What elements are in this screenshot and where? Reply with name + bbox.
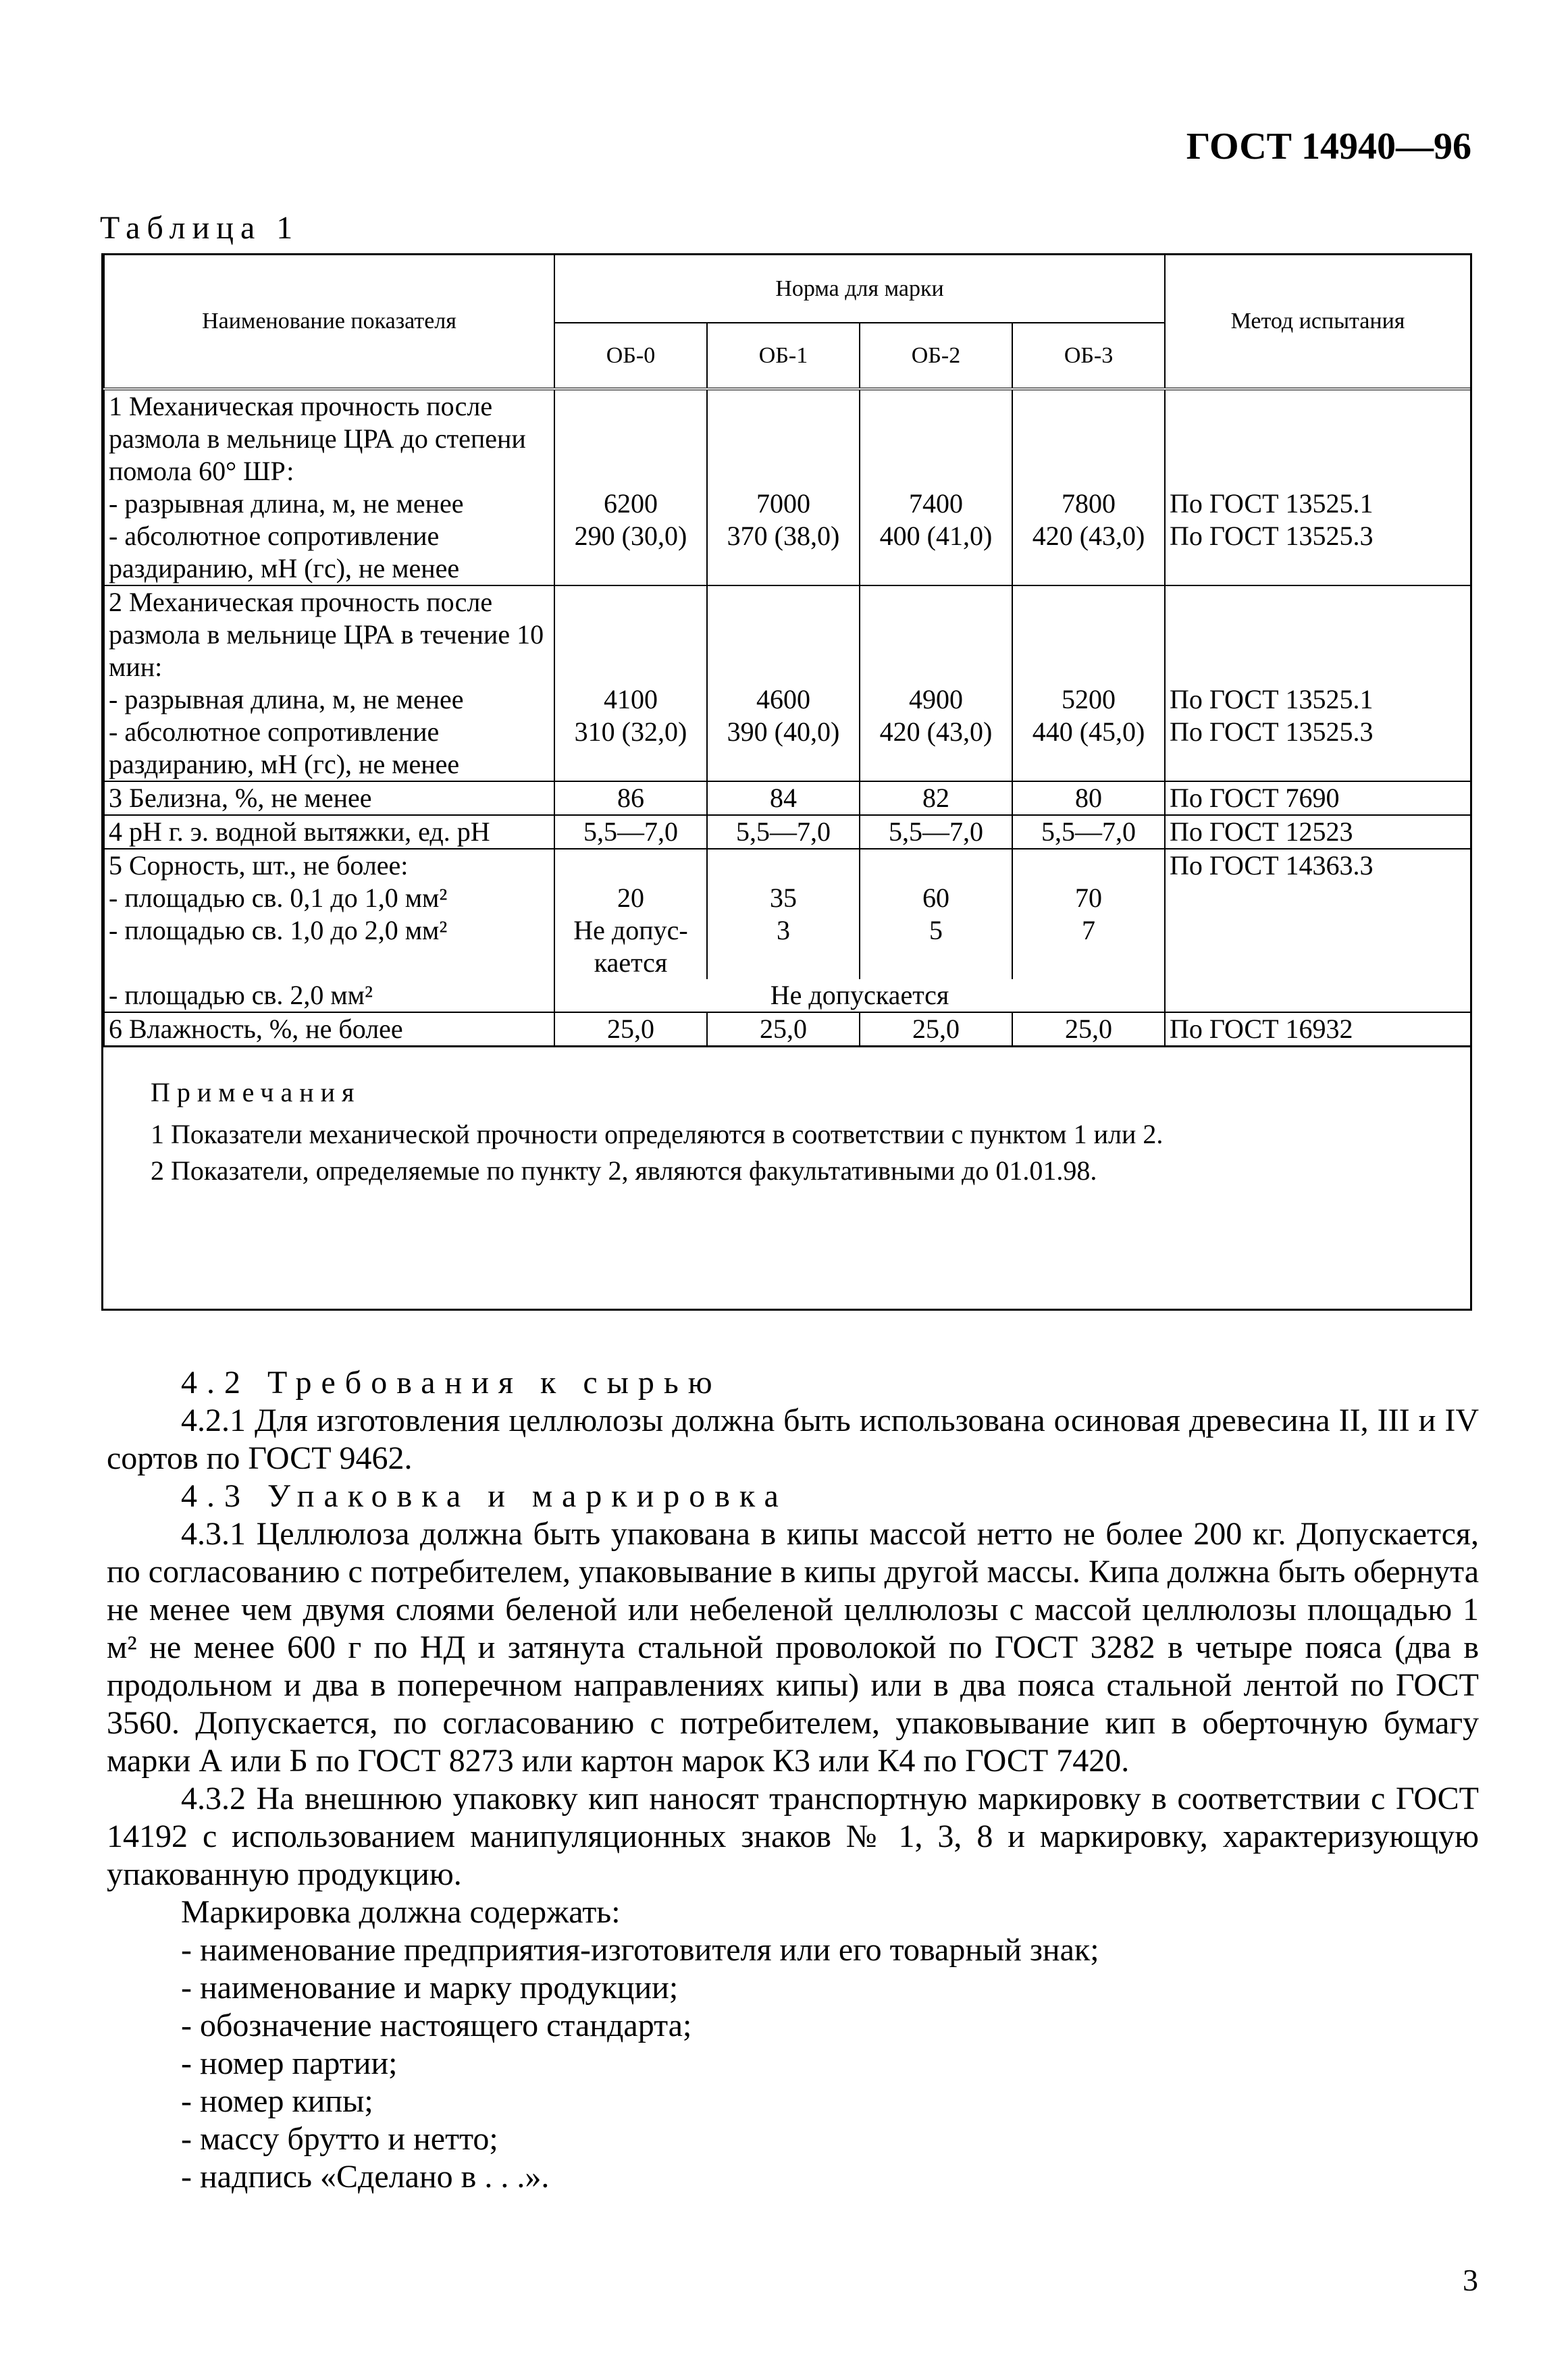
list-item: - наименование предприятия-изготовителя или его товарный знак; [181, 1932, 1099, 1968]
list-item: - наименование и марку продукции; [181, 1970, 679, 2006]
row5-title: 5 Сорность, шт., не более: [104, 849, 554, 882]
row2-a-label: - разрывная длина, м, не менее [104, 683, 554, 716]
cell-value: 82 [860, 781, 1012, 815]
cell-method: По ГОСТ 16932 [1165, 1012, 1471, 1045]
row5-c-label: - площадью св. 2,0 мм² [104, 979, 554, 1012]
cell-method: По ГОСТ 7690 [1165, 781, 1471, 815]
cell-value: 35 [707, 882, 860, 914]
col-header-name: Наименование показателя [104, 255, 554, 389]
table-row [104, 716, 1471, 781]
list-item: - надпись «Сделано в . . .». [181, 2159, 550, 2195]
cell-method: По ГОСТ 13525.1 [1165, 488, 1471, 520]
cell-value: 310 (32,0) [554, 716, 707, 781]
col-header-norm: Норма для марки [554, 255, 1165, 323]
marking-intro: Маркировка должна содержать: [181, 1894, 621, 1930]
table-row [104, 683, 1471, 716]
table-notes [103, 1045, 1470, 1189]
table-row [104, 781, 1471, 815]
note-2: 2 Показатели, определяемые по пункту 2, являются факультативными до 01.01.98. [151, 1155, 1097, 1186]
cell-value: 5 [860, 914, 1012, 979]
row3-label: 3 Белизна, %, не менее [104, 781, 554, 815]
cell-value: 5,5—7,0 [1012, 815, 1165, 849]
cell-method: По ГОСТ 12523 [1165, 815, 1471, 849]
cell-value: 60 [860, 882, 1012, 914]
paragraph-4-2-1: 4.2.1 Для изготовления целлюлозы должна быть использована осиновая древесина II, III и IV сортов по ГОСТ 9462. [107, 1403, 1479, 1476]
row2-title: 2 Механическая прочность после размола в мельнице ЦРА в течение 10 мин: [104, 585, 554, 683]
cell-value: 400 (41,0) [860, 520, 1012, 585]
table-row [104, 849, 1471, 882]
row2-b-label: - абсолютное сопротивление раздиранию, мН (гс), не менее [104, 716, 554, 781]
col-header-method: Метод испытания [1165, 255, 1471, 389]
note-1: 1 Показатели механической прочности определяются в соответствии с пунктом 1 или 2. [151, 1119, 1164, 1149]
cell-value: 25,0 [554, 1012, 707, 1045]
table-row [104, 979, 1471, 1012]
row1-a-label: - разрывная длина, м, не менее [104, 488, 554, 520]
grade-ob3: ОБ-3 [1012, 323, 1165, 389]
cell-value: 25,0 [860, 1012, 1012, 1045]
cell-value: 420 (43,0) [860, 716, 1012, 781]
cell-value: 3 [707, 914, 860, 979]
specification-table [101, 253, 1472, 1311]
table-row [104, 488, 1471, 520]
notes-title: Примечания [151, 1077, 361, 1107]
cell-value: Не допус- кается [554, 914, 707, 979]
cell-method: По ГОСТ 13525.1 [1165, 683, 1471, 716]
table-row [104, 815, 1471, 849]
table-row [104, 914, 1471, 979]
cell-value: 86 [554, 781, 707, 815]
cell-value: 4600 [707, 683, 860, 716]
list-item: - номер кипы; [181, 2083, 373, 2119]
cell-value: 5,5—7,0 [860, 815, 1012, 849]
cell-value: 290 (30,0) [554, 520, 707, 585]
paragraph-4-3-2: 4.3.2 На внешнюю упаковку кип наносят транспортную маркировку в соответствии с ГОСТ 14192 с использованием манипуляционных знаков № 1, 3, 8 и маркировку, характеризующую упакованную продукцию. [107, 1781, 1479, 1892]
row1-b-label: - абсолютное сопротивление раздиранию, мН (гс), не менее [104, 520, 554, 585]
cell-value: 6200 [554, 488, 707, 520]
cell-value: 25,0 [1012, 1012, 1165, 1045]
table-row [104, 1012, 1471, 1045]
cell-value: 420 (43,0) [1012, 520, 1165, 585]
section-4-2-title: 4.2 Требования к сырью [181, 1365, 722, 1401]
document-id: ГОСТ 14940—96 [1186, 126, 1471, 167]
cell-value: 84 [707, 781, 860, 815]
list-item: - обозначение настоящего стандарта; [181, 2008, 692, 2043]
cell-value-merged: Не допускается [554, 979, 1165, 1012]
cell-value: 440 (45,0) [1012, 716, 1165, 781]
row5-b-label: - площадью св. 1,0 до 2,0 мм² [104, 914, 554, 979]
row4-label: 4 pH г. э. водной вытяжки, ед. pH [104, 815, 554, 849]
list-item: - номер партии; [181, 2045, 398, 2081]
body-text [107, 1364, 1479, 2196]
paragraph-4-3-1: 4.3.1 Целлюлоза должна быть упакована в кипы массой нетто не более 200 кг. Допускается, по согласованию с потребителем, упаковывание в кипы другой массы. Кипа должна быть обернута не менее чем двумя слоями беленой или небеленой целлюлозы с массой целлюлозы площадью 1 м² не менее 600 г по НД и затянута стальной проволокой по ГОСТ 3282 в четыре пояса (два в продольном и два в поперечном направлениях кипы) или в два пояса стальной лентой по ГОСТ 3560. Допускается, по согласованию с потребителем, упаковывание кип в оберточную бумагу марки А или Б по ГОСТ 8273 или картон марок К3 или К4 по ГОСТ 7420. [107, 1516, 1479, 1779]
list-item: - массу брутто и нетто; [181, 2121, 498, 2157]
marking-list [107, 1931, 1479, 2196]
cell-value: 390 (40,0) [707, 716, 860, 781]
table-row [104, 882, 1471, 914]
cell-value: 7800 [1012, 488, 1165, 520]
row1-title: 1 Механическая прочность после размола в мельнице ЦРА до степени помола 60° ШР: [104, 389, 554, 488]
table-row [104, 389, 1471, 488]
table-row [104, 585, 1471, 683]
cell-method: По ГОСТ 14363.3 [1165, 849, 1471, 882]
section-4-3-title: 4.3 Упаковка и маркировка [181, 1478, 788, 1514]
cell-value: 25,0 [707, 1012, 860, 1045]
cell-value: 5,5—7,0 [554, 815, 707, 849]
cell-value: 70 [1012, 882, 1165, 914]
cell-method: По ГОСТ 13525.3 [1165, 520, 1471, 585]
grade-ob0: ОБ-0 [554, 323, 707, 389]
cell-value: 7 [1012, 914, 1165, 979]
cell-value: 4900 [860, 683, 1012, 716]
grade-ob1: ОБ-1 [707, 323, 860, 389]
cell-value: 20 [554, 882, 707, 914]
row5-a-label: - площадью св. 0,1 до 1,0 мм² [104, 882, 554, 914]
cell-value: 370 (38,0) [707, 520, 860, 585]
table-caption: Таблица 1 [100, 210, 300, 246]
table-row [104, 520, 1471, 585]
page-number: 3 [1463, 2263, 1478, 2297]
cell-value: 7000 [707, 488, 860, 520]
cell-method: По ГОСТ 13525.3 [1165, 716, 1471, 781]
cell-value: 4100 [554, 683, 707, 716]
row6-label: 6 Влажность, %, не более [104, 1012, 554, 1045]
grade-ob2: ОБ-2 [860, 323, 1012, 389]
cell-value: 5200 [1012, 683, 1165, 716]
cell-value: 5,5—7,0 [707, 815, 860, 849]
cell-value: 7400 [860, 488, 1012, 520]
cell-value: 80 [1012, 781, 1165, 815]
